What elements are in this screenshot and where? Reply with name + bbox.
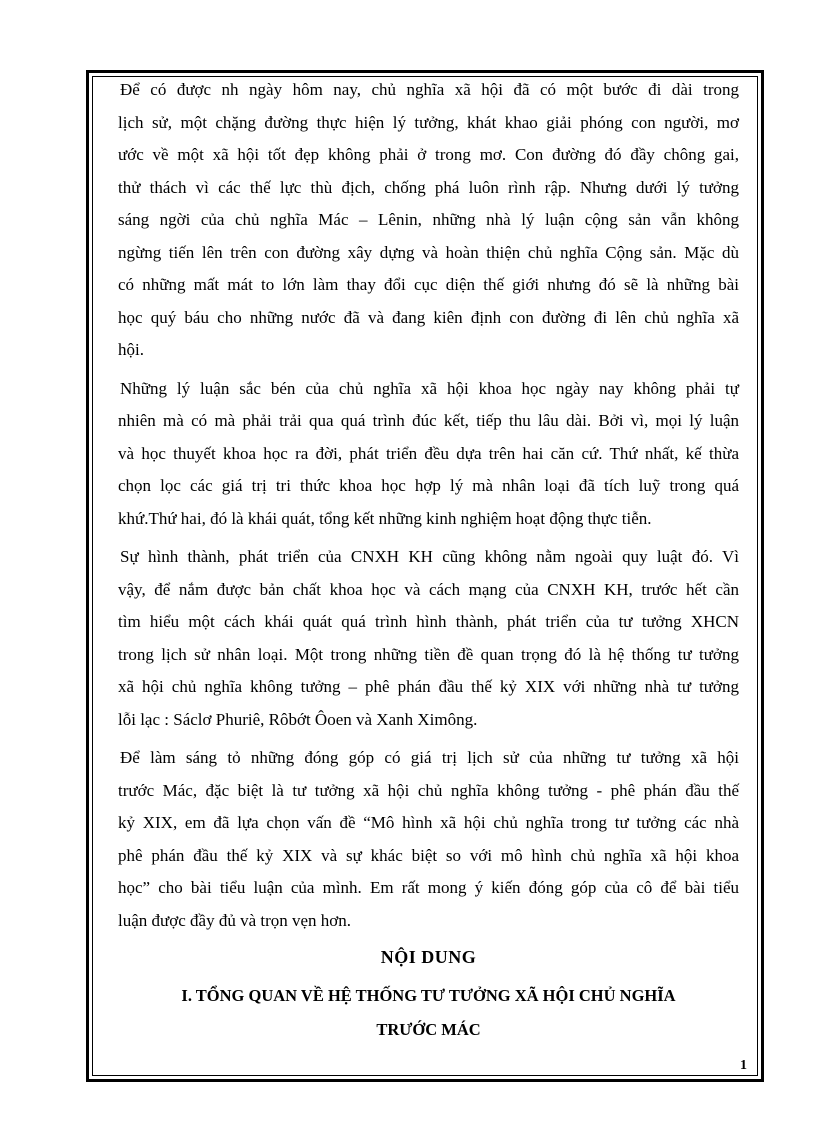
text-line: trước Mác, đặc biệt là tư tưởng xã hội chủ nghĩa không tưởng - phê phán đầu thế <box>118 780 739 800</box>
text-line: vậy, để nắm được bản chất khoa học và cách mạng của CNXH KH, trước hết cần <box>118 579 739 599</box>
text-line: tìm hiểu một cách khái quát quá trình hình thành, phát triển của tư tưởng XHCN <box>118 612 739 631</box>
text-line: học” cho bài tiểu luận của mình. Em rất mong ý kiến đóng góp của cô để bài tiểu <box>118 878 739 897</box>
text-line: thử thách vì các thế lực thù địch, chống phá luôn rình rập. Nhưng dưới lý tưởng <box>118 177 739 197</box>
text-line: kỷ XIX, em đã lựa chọn vấn đề “Mô hình xã hội chủ nghĩa trong tư tưởng các nhà <box>118 813 739 832</box>
text-line: Sự hình thành, phát triển của CNXH KH cũng không nằm ngoài quy luật đó. Vì <box>120 547 739 566</box>
document-body <box>118 74 739 1047</box>
text-line: Để làm sáng tỏ những đóng góp có giá trị lịch sử của những tư tưởng xã hội <box>120 748 739 767</box>
text-line: chọn lọc các giá trị tri thức khoa học hợp lý mà nhân loại đã tích luỹ trong quá <box>118 476 739 495</box>
text-line: học quý báu cho những nước đã và đang kiên định con đường đi lên chủ nghĩa xã <box>118 307 739 327</box>
subsection-heading-line: TRƯỚC MÁC <box>376 1020 481 1039</box>
text-line: lỗi lạc : Sáclơ Phuriê, Rôbớt Ôoen và Xanh Ximông. <box>118 709 478 729</box>
text-line: phê phán đầu thế kỷ XIX và sự khác biệt so với mô hình chủ nghĩa xã hội khoa <box>118 845 739 865</box>
subsection-heading <box>118 979 739 1047</box>
text-line: xã hội chủ nghĩa không tưởng – phê phán đầu thế kỷ XIX với những nhà tư tưởng <box>118 677 739 696</box>
paragraph-theory <box>118 373 739 536</box>
text-line: và học thuyết khoa học ra đời, phát triển đều dựa trên hai căn cứ. Thứ nhất, kế thừa <box>118 443 739 463</box>
text-line: luận được đầy đủ và trọn vẹn hơn. <box>118 910 352 930</box>
paragraph-intro <box>118 74 739 367</box>
text-line: hội. <box>118 340 144 359</box>
subsection-heading-line: I. TỔNG QUAN VỀ HỆ THỐNG TƯ TƯỞNG XÃ HỘI CHỦ NGHĨA <box>181 986 676 1005</box>
text-line: trong lịch sử nhân loại. Một trong những tiền đề quan trọng đó là hệ thống tư tưởng <box>118 644 739 664</box>
text-line: nhiên mà có mà phải trải qua quá trình đúc kết, tiếp thu lâu dài. Bởi vì, mọi lý luận <box>118 411 739 430</box>
text-line: có những mất mát to lớn làm thay đổi cục diện thế giới nhưng đó sẽ là những bài <box>118 275 739 294</box>
paragraph-purpose <box>118 742 739 937</box>
text-line: ngừng tiến lên trên con đường xây dựng và hoàn thiện chủ nghĩa Cộng sản. Mặc dù <box>118 242 739 262</box>
text-line: sáng ngời của chủ nghĩa Mác – Lênin, những nhà lý luận cộng sản vẫn không <box>118 210 739 229</box>
section-heading: NỘI DUNG <box>380 947 477 967</box>
text-line: khứ.Thứ hai, đó là khái quát, tổng kết những kinh nghiệm hoạt động thực tiễn. <box>118 508 652 528</box>
text-line: Những lý luận sắc bén của chủ nghĩa xã hội khoa học ngày nay không phải tự <box>120 378 739 398</box>
paragraph-formation <box>118 541 739 736</box>
text-line: Để có được nh ngày hôm nay, chủ nghĩa xã hội đã có một bước đi dài trong <box>120 80 739 99</box>
page-number: 1 <box>740 1058 747 1073</box>
text-line: ước về một xã hội tốt đẹp không phải ở trong mơ. Con đường đó đầy chông gai, <box>118 145 739 164</box>
text-line: lịch sử, một chặng đường thực hiện lý tưởng, khát khao giải phóng con người, mơ <box>118 112 739 132</box>
